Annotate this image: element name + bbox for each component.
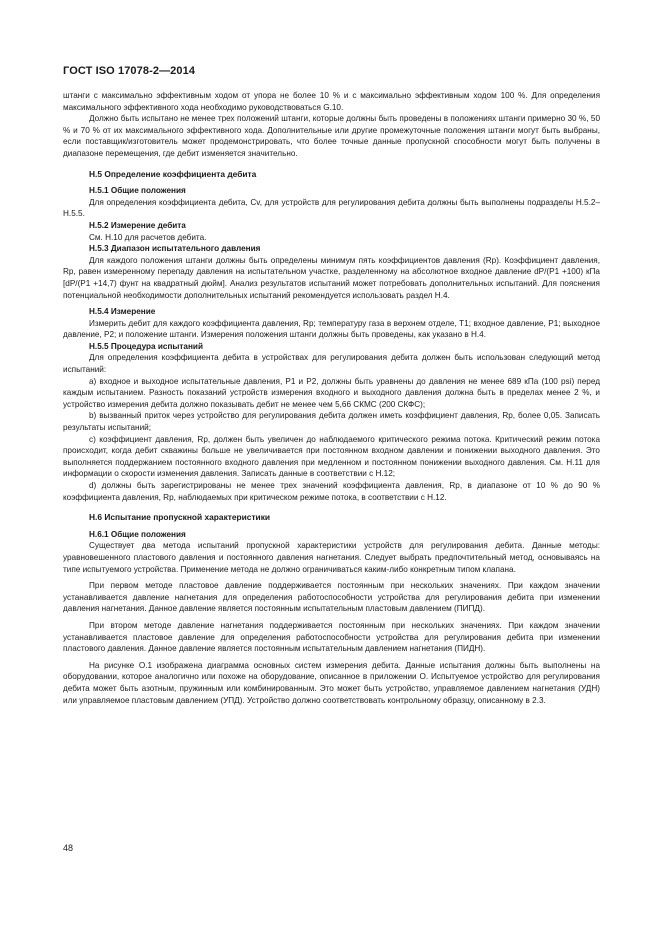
list-item-a: а) входное и выходное испытательные давления, P1 и P2, должны быть уравнены до давления не менее 689 кПа (100 psi) перед каждым испытанием. Разность показаний устройств измерения входного и выходного давления должна быть в пределах менее 2 %, и устройство измерения дебита должно показывать дебит не менее чем 5,66 СКМС (200 СКФС); bbox=[63, 376, 600, 409]
document-header: ГОСТ ISO 17078-2—2014 bbox=[63, 65, 196, 77]
paragraph-h5-1: Для определения коэффициента дебита, Cv, для устройств для регулирования дебита должны быть выполнены подразделы H.5.2–H.5.5. bbox=[63, 197, 600, 219]
paragraph-continuation: штанги с максимально эффективным ходом от упора не более 10 % и с максимально эффективным ходом 100 %. Для определения максимального эффективного хода необходимо руководствоваться G.10. bbox=[63, 91, 600, 112]
section-heading-h5: H.5 Определение коэффициента дебита bbox=[89, 168, 257, 179]
list-item-c: c) коэффициент давления, Rp, должен быть увеличен до наблюдаемого критического режима потока. Критический режим потока происходит, когда дебит скважины больше не увеличивается при постоянном входном давлении и понижении выходного давления. Это выполняется поддержанием постоянного входного давления при медленном и постоянном понижении выходного давления. См. H.11 для информации о скорости изменения давления. Записать данные в соответствии с H.12; bbox=[63, 434, 600, 479]
paragraph-h6-1-b: При первом методе пластовое давление поддерживается постоянным при нескольких значениях. При каждом значении устанавливается давление нагнетания для определения работоспособности устройства для регулирования дебита при изменении давления нагнетания. Данное давление является постоянным испытательным пластовым давлением (ПИПД). bbox=[63, 581, 600, 614]
paragraph-h6-1-d: На рисунке O.1 изображена диаграмма основных систем измерения дебита. Данные испытания должны быть выполнены на оборудовании, которое аналогично или похоже на оборудование, описанное в приложении O. Испытуемое устройство для регулирования дебита может быть азотным, пружинным или комбинированным. Это может быть устройство, управляемое давлением нагнетания (УДН) или управляемое пластовым давлением (УПД). Устройство должно соответствовать контрольному образцу, описанному в 2.3. bbox=[63, 660, 600, 705]
subsection-heading-h5-5: H.5.5 Процедура испытаний bbox=[89, 341, 203, 351]
paragraph-h5-3: Для каждого положения штанги должны быть определены минимум пять коэффициентов давления (Rp). Коэффициент давления, Rp, равен измеренному перепаду давления на испытательном участке, разделенному на абсолютное входное давление dP/(P1 +100) кПа [dP/(P1 +14,7) фунт на квадратный дюйм]. Анализ результатов испытаний может потребовать дополнительных испытаний. Для пояснения потенциальной необходимости дополнительных испытаний рекомендуется использовать раздел H.4. bbox=[63, 255, 600, 300]
document-body bbox=[63, 90, 600, 706]
paragraph-h5-2: См. H.10 для расчетов дебита. bbox=[89, 232, 207, 242]
paragraph-h5-5: Для определения коэффициента дебита в устройствах для регулирования дебита должен быть использован следующий метод испытаний: bbox=[63, 353, 600, 375]
list-item-b: b) вызванный приток через устройство для регулирования дебита должен иметь коэффициент давления, Rp, более 0,05. Записать результаты испытаний; bbox=[63, 411, 600, 433]
paragraph-stem-positions: Должно быть испытано не менее трех положений штанги, которые должны быть проведены в положениях штанги примерно 30 %, 50 % и 70 % от их максимального эффективного хода. Дополнительные или другие промежуточные положения штанги могут быть выбраны, если поставщик/изготовитель может продемонстрировать, что более точные данные пропускной способности могут быть получены в диапазоне перемещения, где дебит изменяется значительно. bbox=[63, 114, 600, 158]
paragraph-h5-4: Измерить дебит для каждого коэффициента давления, Rp; температуру газа в верхнем отделе, T1; входное давление, P1; выходное давление, P2; и положение штанги. Измерения положения штанги должны быть проведены, как указано в H.4. bbox=[63, 318, 600, 340]
page-number: 48 bbox=[63, 843, 74, 853]
paragraph-h6-1-c: При втором методе давление нагнетания поддерживается постоянным при нескольких значениях. При каждом значении устанавливается пластовое давление для определения работоспособности устройства для регулирования дебита при изменении пластового давления. Данное давление является постоянным испытательным давлением нагнетания (ПИДН). bbox=[63, 620, 600, 654]
subsection-heading-h6-1: H.6.1 Общие положения bbox=[89, 529, 186, 539]
subsection-heading-h5-2: H.5.2 Измерение дебита bbox=[89, 220, 186, 230]
subsection-heading-h5-3: H.5.3 Диапазон испытательного давления bbox=[89, 244, 261, 254]
subsection-heading-h5-1: H.5.1 Общие положения bbox=[89, 186, 186, 196]
subsection-heading-h5-4: H.5.4 Измерение bbox=[89, 307, 156, 317]
section-heading-h6: H.6 Испытание пропускной характеристики bbox=[89, 512, 271, 523]
paragraph-h6-1-a: Существует два метода испытаний пропускной характеристики устройств для регулирования дебита. Данные методы: уравновешенного пластового давления и постоянного давления нагнетания. Следует выбрать предпочтительный метод, основываясь на типе испытуемого устройства. Применение метода не должно ограничиваться каким-либо конкретным типом клапана. bbox=[63, 541, 600, 574]
list-item-d: d) должны быть зарегистрированы не менее трех значений коэффициента давления, Rp, в диапазоне от 10 % до 90 % коэффициента давления, Rp, наблюдаемых при критическом режиме потока, в соответствии с H.12. bbox=[63, 481, 600, 502]
